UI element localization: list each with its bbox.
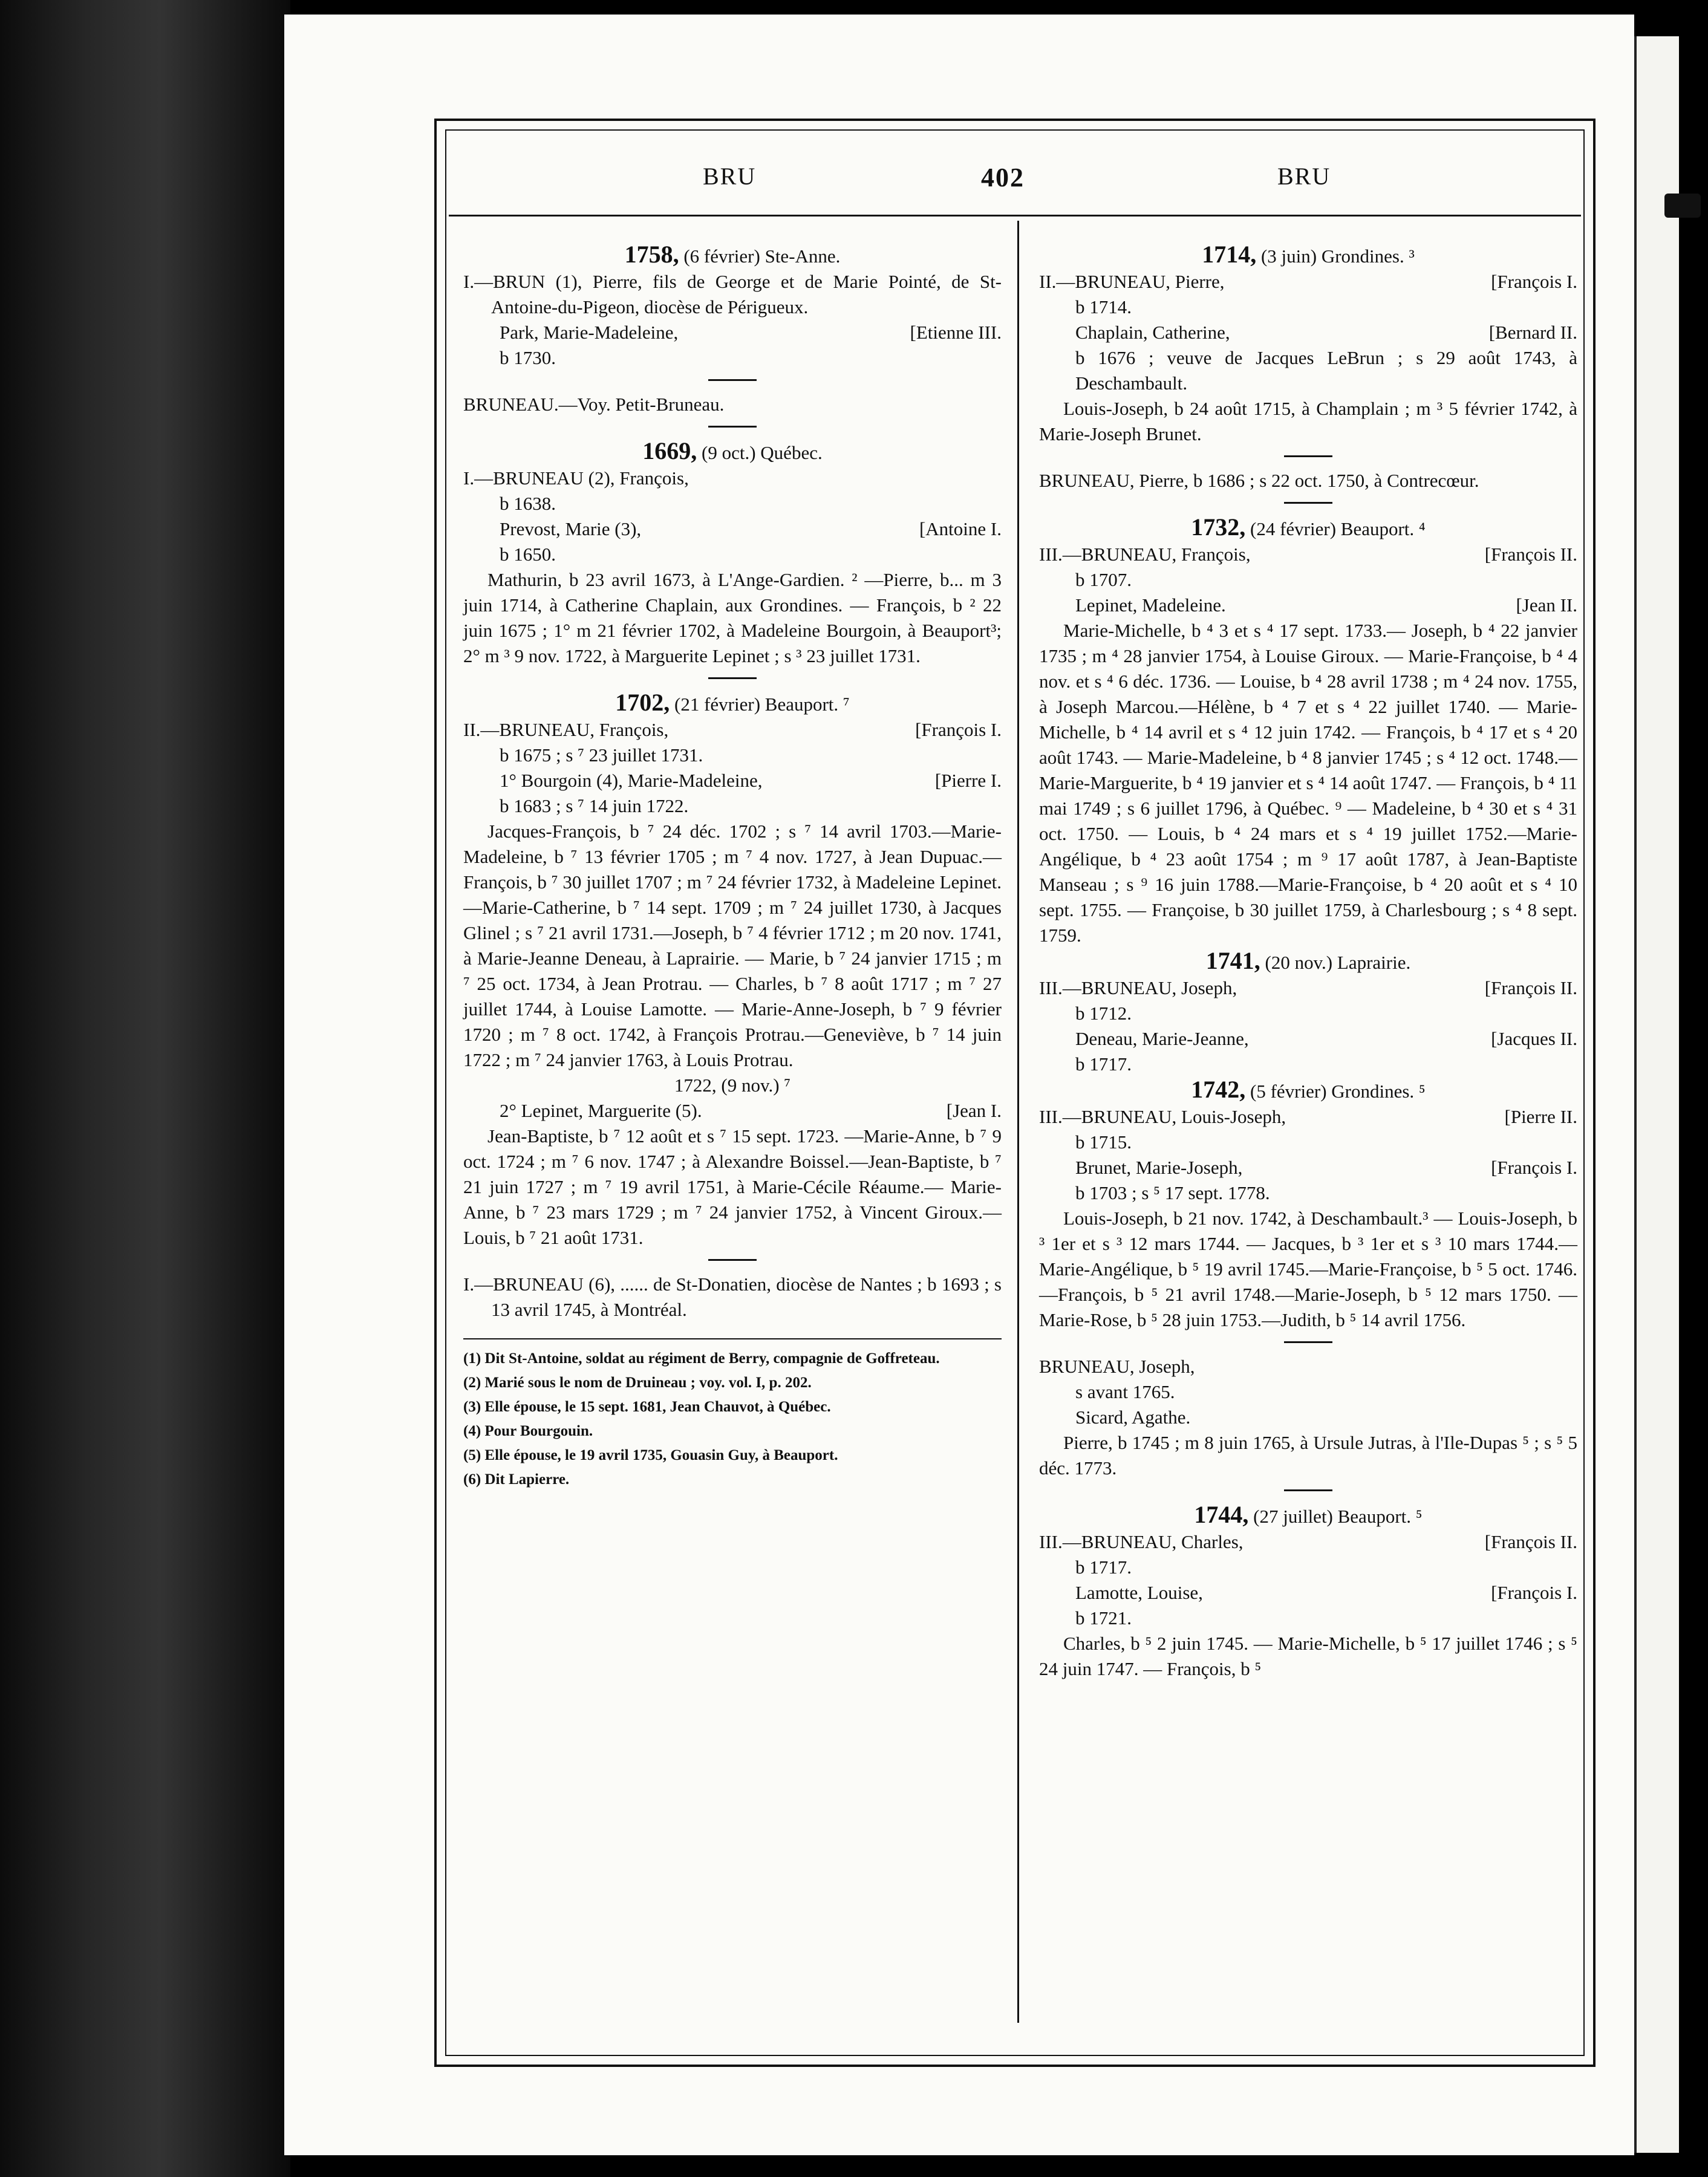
wife1-name: 1° Bourgoin (4), Marie-Madeleine, — [500, 770, 763, 791]
separator — [708, 426, 757, 428]
page-frame — [434, 119, 1596, 2067]
husband-parent: [François I. — [1491, 271, 1577, 292]
entry-place: (3 juin) Grondines. ³ — [1260, 246, 1415, 267]
wife-birth: b 1703 ; s ⁵ 17 sept. 1778. — [1075, 1182, 1270, 1203]
wife-name: Sicard, Agathe. — [1075, 1407, 1191, 1428]
wife-line — [1039, 320, 1577, 345]
entry-place: (9 oct.) Québec. — [702, 442, 823, 463]
entry-heading — [463, 438, 1002, 466]
page-number: 402 — [981, 163, 1025, 192]
children-text: Louis-Joseph, b 21 nov. 1742, à Deschambault.³ — Louis-Joseph, b ³ 1er et s ³ 12 mars 1744. — Jacques, b ³ 1er et s ³ 10 mars 1744.—Marie-Angélique, b ⁵ 19 avril 1745.—Marie-Françoise, b ⁵ 5 oct. 1746.—François, b ⁵ 21 avril 1748.—Marie-Joseph, b ⁵ 12 mars 1750. — Marie-Rose, b ⁵ 28 juin 1753.—Judith, b ⁵ 14 avril 1756. — [1039, 1208, 1577, 1330]
entry-bruneau-6: I.—BRUNEAU (6), ...... de St-Donatien, diocèse de Nantes ; b 1693 ; s 13 avril 1745, à Montréal. — [463, 1274, 1002, 1320]
entry-heading — [1039, 515, 1577, 542]
right-column — [1039, 242, 1577, 1682]
entry-date: 1744, — [1194, 1501, 1249, 1528]
husband-name: II.—BRUNEAU, Pierre, — [1039, 271, 1225, 292]
entry-date: 1758, — [624, 241, 679, 268]
edge-mark — [1664, 194, 1701, 218]
children-text: Mathurin, b 23 avril 1673, à L'Ange-Gardien. ² —Pierre, b... m 3 juin 1714, à Catherine Chaplain, aux Grondines. — François, b ² 22 juin 1675 ; 1° m 21 février 1702, à Madeleine Bourgoin, à Beauport³; 2° m ³ 9 nov. 1722, à Marguerite Lepinet ; s ³ 23 juillet 1731. — [463, 569, 1002, 666]
running-header — [437, 162, 1593, 210]
entry-1702 — [463, 690, 1002, 1251]
wife-parent: [Jacques II. — [1491, 1028, 1577, 1049]
next-page-edge — [1634, 36, 1679, 2153]
left-column — [463, 242, 1002, 1493]
entry-date: 1669, — [642, 437, 697, 464]
voy-line: BRUNEAU.—Voy. Petit-Bruneau. — [463, 394, 725, 415]
entry-heading — [1039, 1077, 1577, 1104]
children-text: Louis-Joseph, b 24 août 1715, à Champlain ; m ³ 5 février 1742, à Marie-Joseph Brunet. — [1039, 398, 1577, 444]
husband-birth: b 1715. — [1075, 1131, 1132, 1153]
entry-1669 — [463, 438, 1002, 669]
entry-place: (21 février) Beauport. ⁷ — [674, 694, 850, 715]
wife-birth: b 1730. — [500, 347, 556, 368]
entry-place: (6 février) Ste-Anne. — [683, 246, 841, 267]
wife-name: Brunet, Marie-Joseph, — [1075, 1157, 1243, 1178]
footnote: (6) Dit Lapierre. — [463, 1471, 570, 1488]
entry-heading — [463, 690, 1002, 717]
husband-line — [1039, 1104, 1577, 1130]
children-text: Jacques-François, b ⁷ 24 déc. 1702 ; s ⁷ 14 avril 1703.—Marie-Madeleine, b ⁷ 13 février 1705 ; m ⁷ 4 nov. 1727, à Jean Dupuac.—François, b ⁷ 30 juillet 1707 ; m ⁷ 24 février 1732, à Madeleine Lepinet.—Marie-Catherine, b ⁷ 14 sept. 1709 ; m ⁷ 24 juillet 1730, à Jacques Glinel ; s ⁷ 21 avril 1731.—Joseph, b ⁷ 4 février 1712 ; m 20 nov. 1741, à Marie-Jeanne Deneau, à Laprairie. — Marie, b ⁷ 24 janvier 1715 ; m ⁷ 25 oct. 1734, à Jean Protrau. — Charles, b ⁷ 8 août 1717 ; m ⁷ 27 juillet 1744, à Louise Lamotte. — Marie-Anne-Joseph, b ⁷ 9 février 1720 ; m ⁷ 8 oct. 1742, à François Protrau.—Geneviève, b ⁷ 14 juin 1722 ; m ⁷ 24 janvier 1763, à Louis Protrau. — [463, 821, 1002, 1070]
footnotes-rule — [463, 1338, 1002, 1339]
entry-date: 1714, — [1202, 241, 1257, 268]
entry-bruneau-pierre: BRUNEAU, Pierre, b 1686 ; s 22 oct. 1750, à Contrecœur. — [1039, 470, 1479, 491]
husband-parent: [François II. — [1484, 544, 1577, 565]
wife-name: Lepinet, Madeleine. — [1075, 594, 1226, 616]
wife-line — [463, 320, 1002, 345]
entry-place: (24 février) Beauport. ⁴ — [1250, 518, 1426, 539]
entry-place: (20 nov.) Laprairie. — [1265, 952, 1411, 973]
wife1-birth: b 1683 ; s ⁷ 14 juin 1722. — [500, 795, 689, 816]
husband-name: III.—BRUNEAU, Louis-Joseph, — [1039, 1106, 1286, 1127]
wife-parent: [Etienne III. — [910, 322, 1002, 343]
children-text: Jean-Baptiste, b ⁷ 12 août et s ⁷ 15 sept. 1723. —Marie-Anne, b ⁷ 9 oct. 1724 ; m ⁷ 6 nov. 1747 ; à Alexandre Boissel.—Jean-Baptiste, b ⁷ 21 juin 1727 ; m ⁷ 19 avril 1751, à Marie-Cécile Réaume.— Marie-Anne, b ⁷ 23 mars 1729 ; m ⁷ 24 janvier 1752, à Vincent Giroux.—Louis, b ⁷ 21 août 1731. — [463, 1125, 1002, 1248]
wife-name: Deneau, Marie-Jeanne, — [1075, 1028, 1249, 1049]
wife-birth: b 1717. — [1075, 1053, 1132, 1075]
wood-background — [0, 0, 290, 2177]
separator — [1284, 455, 1332, 457]
wife-parent: [Bernard II. — [1488, 322, 1577, 343]
husband-birth: b 1675 ; s ⁷ 23 juillet 1731. — [500, 744, 703, 766]
husband-line — [1039, 975, 1577, 1001]
husband-line — [463, 717, 1002, 743]
wife-line — [463, 516, 1002, 542]
husband-parent: [François I. — [915, 719, 1002, 740]
husband-birth: b 1714. — [1075, 296, 1132, 317]
head-line: BRUNEAU, Joseph, — [1039, 1356, 1195, 1377]
wife-line — [1039, 593, 1577, 618]
footnote: (2) Marié sous le nom de Druineau ; voy. vol. I, p. 202. — [463, 1375, 812, 1391]
entry-place: (5 février) Grondines. ⁵ — [1250, 1081, 1426, 1102]
husband-birth: b 1712. — [1075, 1003, 1132, 1024]
husband-name: II.—BRUNEAU, François, — [463, 719, 669, 740]
footnote: (3) Elle épouse, le 15 sept. 1681, Jean Chauvot, à Québec. — [463, 1399, 831, 1415]
entry-date: 1702, — [615, 689, 670, 716]
husband-line: I.—BRUNEAU (2), François, — [463, 467, 689, 489]
entry-bruneau-joseph — [1039, 1354, 1577, 1481]
wife-name: Prevost, Marie (3), — [500, 518, 642, 539]
entry-date: 1742, — [1191, 1076, 1246, 1103]
entry-1741 — [1039, 948, 1577, 1077]
wife-birth: b 1650. — [500, 544, 556, 565]
wife-birth: b 1676 ; veuve de Jacques LeBrun ; s 29 août 1743, à Deschambault. — [1075, 347, 1577, 394]
husband-name: III.—BRUNEAU, Joseph, — [1039, 977, 1237, 998]
separator — [708, 1259, 757, 1261]
footnote: (5) Elle épouse, le 19 avril 1735, Gouasin Guy, à Beauport. — [463, 1447, 838, 1463]
wife2-parent: [Jean I. — [946, 1100, 1002, 1121]
wife2-name: 2° Lepinet, Marguerite (5). — [500, 1100, 702, 1121]
husband-line — [1039, 269, 1577, 294]
husband-name: III.—BRUNEAU, Charles, — [1039, 1531, 1244, 1552]
children-text: Charles, b ⁵ 2 juin 1745. — Marie-Michelle, b ⁵ 17 juillet 1746 ; s ⁵ 24 juin 1747. — François, b ⁵ — [1039, 1633, 1577, 1679]
footnote: (1) Dit St-Antoine, soldat au régiment de Berry, compagnie de Goffreteau. — [463, 1350, 940, 1367]
wife1-parent: [Pierre I. — [934, 770, 1002, 791]
entry-heading — [1039, 948, 1577, 975]
wife-name: Park, Marie-Madeleine, — [500, 322, 679, 343]
wife-parent: [Antoine I. — [919, 518, 1002, 539]
husband-birth: b 1707. — [1075, 569, 1132, 590]
header-rule — [449, 215, 1581, 216]
wife2-line — [463, 1098, 1002, 1124]
husband-line: I.—BRUN (1), Pierre, fils de George et de Marie Pointé, de St-Antoine-du-Pigeon, diocèse de Périgueux. — [463, 271, 1002, 317]
wife-line — [1039, 1580, 1577, 1606]
entry-date: 1741, — [1205, 947, 1260, 974]
husband-birth: b 1717. — [1075, 1557, 1132, 1578]
separator — [708, 677, 757, 679]
separator — [708, 379, 757, 381]
entry-1758 — [463, 242, 1002, 371]
children-text: Pierre, b 1745 ; m 8 juin 1765, à Ursule Jutras, à l'Ile-Dupas ⁵ ; s ⁵ 5 déc. 1773. — [1039, 1432, 1577, 1479]
separator — [1284, 1489, 1332, 1491]
wife-birth: b 1721. — [1075, 1607, 1132, 1629]
second-marriage-date: 1722, (9 nov.) ⁷ — [674, 1075, 791, 1096]
footnote: (4) Pour Bourgouin. — [463, 1423, 593, 1439]
husband-birth: b 1638. — [500, 493, 556, 514]
entry-date: 1732, — [1191, 513, 1246, 541]
husband-line — [1039, 542, 1577, 567]
column-rule — [1017, 221, 1019, 2023]
wife1-line — [463, 768, 1002, 793]
header-left: BRU — [703, 163, 757, 190]
entry-1732 — [1039, 515, 1577, 948]
wife-line — [1039, 1155, 1577, 1180]
entry-heading — [1039, 242, 1577, 269]
entry-place: (27 juillet) Beauport. ⁵ — [1253, 1506, 1423, 1527]
wife-line — [1039, 1026, 1577, 1052]
wife-parent: [François I. — [1491, 1582, 1577, 1603]
entry-heading — [1039, 1502, 1577, 1529]
header-right: BRU — [1277, 163, 1331, 190]
husband-parent: [François II. — [1484, 1531, 1577, 1552]
footnotes — [463, 1348, 1002, 1491]
separator — [1284, 502, 1332, 504]
wife-name: Lamotte, Louise, — [1075, 1582, 1203, 1603]
separator — [1284, 1341, 1332, 1343]
entry-1714 — [1039, 242, 1577, 447]
entry-1744 — [1039, 1502, 1577, 1682]
husband-name: III.—BRUNEAU, François, — [1039, 544, 1251, 565]
husband-parent: [Pierre II. — [1504, 1106, 1577, 1127]
death-line: s avant 1765. — [1075, 1381, 1175, 1402]
husband-line — [1039, 1529, 1577, 1555]
entry-heading — [463, 242, 1002, 269]
wife-parent: [Jean II. — [1516, 594, 1577, 616]
entry-1742 — [1039, 1077, 1577, 1333]
husband-parent: [François II. — [1484, 977, 1577, 998]
children-text: Marie-Michelle, b ⁴ 3 et s ⁴ 17 sept. 1733.— Joseph, b ⁴ 22 janvier 1735 ; m ⁴ 28 janvier 1754, à Louise Giroux. — Marie-Françoise, b ⁴ 4 nov. et s ⁴ 6 déc. 1736. — Louise, b ⁴ 28 avril 1738 ; m ⁴ 24 nov. 1755, à Joseph Marcou.—Hélène, b ⁴ 7 et s ⁴ 22 juillet 1740. — Marie-Michelle, b ⁴ 14 avril et s ⁴ 12 juin 1742. — François, b ⁴ 17 et s ⁴ 20 août 1743. — Marie-Madeleine, b ⁴ 8 janvier 1745 ; s ⁴ 12 oct. 1748.—Marie-Marguerite, b ⁴ 19 janvier et s ⁴ 14 août 1747. — François, b ⁴ 11 mai 1749 ; s 6 juillet 1796, à Québec. ⁹ — Madeleine, b ⁴ 30 et s ⁴ 31 oct. 1750. — Louis, b ⁴ 24 mars et s ⁴ 19 juillet 1752.—Marie-Angélique, b ⁴ 23 août 1754 ; m ⁹ 17 août 1787, à Jean-Baptiste Manseau ; s ⁹ 16 juin 1788.—Marie-Françoise, b ⁴ 20 août et s ⁴ 10 sept. 1755. — Françoise, b 30 juillet 1759, à Charlesbourg ; s ⁴ 8 sept. 1759. — [1039, 620, 1577, 946]
wife-name: Chaplain, Catherine, — [1075, 322, 1230, 343]
wife-parent: [François I. — [1491, 1157, 1577, 1178]
